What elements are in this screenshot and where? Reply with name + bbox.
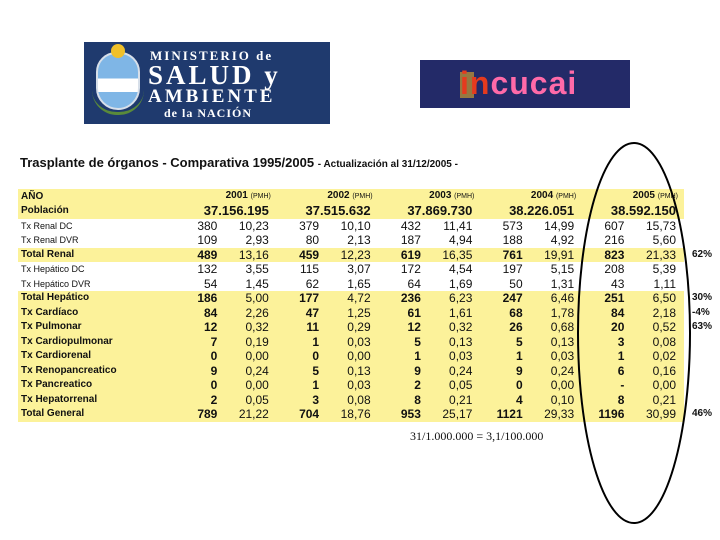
population-value: 37.869.730 bbox=[379, 204, 481, 219]
pct-total-general: 46% bbox=[692, 408, 713, 419]
pmh-rate-cell: 0,03 bbox=[321, 378, 379, 393]
pmh-rate-cell: 5,39 bbox=[652, 262, 676, 277]
tx-count-cell: 186 bbox=[175, 291, 219, 306]
tx-count-cell: 26 bbox=[480, 320, 524, 335]
pmh-rate-cell: 1,11 bbox=[653, 276, 676, 291]
logo-line-2: SALUD y bbox=[148, 60, 281, 90]
pmh-rate-cell: 1,78 bbox=[525, 306, 583, 321]
rate-formula: 31/1.000.000 = 3,1/100.000 bbox=[410, 429, 544, 443]
row-label: Total Renal bbox=[18, 248, 175, 263]
tx-count-cell: 109 bbox=[197, 233, 218, 248]
tx-count-cell: 64 bbox=[407, 276, 421, 291]
tx-count-cell: 607 bbox=[604, 218, 625, 233]
year-label: 2002 bbox=[327, 190, 350, 201]
row-label: Tx Renal DC bbox=[21, 220, 73, 231]
tx-count-cell: 12 bbox=[379, 320, 423, 335]
tx-count-cell: 2 bbox=[175, 393, 219, 408]
pmh-rate-cell: 0,05 bbox=[423, 378, 481, 393]
tx-count-cell: 43 bbox=[611, 276, 625, 291]
population-value: 37.156.195 bbox=[175, 204, 277, 219]
tx-count-cell: 7 bbox=[175, 335, 219, 350]
row-label: Tx Renopancreatico bbox=[18, 364, 175, 379]
pmh-rate-cell: 14,99 bbox=[544, 218, 575, 233]
tx-count-cell: 47 bbox=[277, 306, 321, 321]
pmh-rate-cell: 0,00 bbox=[219, 349, 277, 364]
row-label: Total General bbox=[18, 407, 175, 422]
tx-count-cell: 432 bbox=[400, 218, 421, 233]
pmh-rate-cell: 0,08 bbox=[321, 393, 379, 408]
tx-count-cell: 1 bbox=[277, 335, 321, 350]
pmh-rate-cell: 1,25 bbox=[321, 306, 379, 321]
tx-count-cell: 0 bbox=[277, 349, 321, 364]
tx-count-cell: 3 bbox=[582, 335, 626, 350]
tx-count-cell: 6 bbox=[582, 364, 626, 379]
year-label: 2003 bbox=[429, 190, 452, 201]
row-label: Tx Renal DVR bbox=[21, 235, 79, 246]
tx-count-cell: 619 bbox=[379, 248, 423, 263]
unit-label: (PMH) bbox=[657, 193, 678, 200]
tx-count-cell: 61 bbox=[379, 306, 423, 321]
pmh-rate-cell: 1,61 bbox=[423, 306, 481, 321]
pmh-rate-cell: 0,24 bbox=[423, 364, 481, 379]
pmh-rate-cell: 0,00 bbox=[321, 349, 379, 364]
pmh-rate-cell: 1,45 bbox=[245, 276, 269, 291]
row-label: Tx Cardíaco bbox=[18, 306, 175, 321]
tx-count-cell: 789 bbox=[175, 407, 219, 422]
pmh-rate-cell: 2,18 bbox=[626, 306, 684, 321]
table-subtitle: - Actualización al 31/12/2005 - bbox=[317, 159, 458, 170]
header-label: AÑO bbox=[18, 189, 175, 204]
unit-label: (PMH) bbox=[555, 193, 577, 200]
pmh-rate-cell: 1,65 bbox=[347, 276, 371, 291]
population-value: 38.592.150 bbox=[582, 204, 684, 219]
tx-count-cell: 9 bbox=[175, 364, 219, 379]
pmh-rate-cell: 5,00 bbox=[219, 291, 277, 306]
pct-total-hepatico: 30% bbox=[692, 292, 713, 303]
pmh-rate-cell: 0,32 bbox=[423, 320, 481, 335]
pmh-rate-cell: 15,73 bbox=[645, 218, 676, 233]
tx-count-cell: 5 bbox=[277, 364, 321, 379]
year-label: 2005 bbox=[632, 190, 655, 201]
tx-count-cell: 9 bbox=[480, 364, 524, 379]
unit-label: (PMH) bbox=[454, 193, 475, 200]
tx-count-cell: 12 bbox=[175, 320, 219, 335]
logo-line-1: MINISTERIO de bbox=[150, 48, 274, 63]
logo-line-4: de la NACIÓN bbox=[164, 106, 253, 120]
pmh-rate-cell: 10,10 bbox=[340, 218, 371, 233]
tx-count-cell: 251 bbox=[582, 291, 626, 306]
pmh-rate-cell: 0,32 bbox=[219, 320, 277, 335]
tx-count-cell: 50 bbox=[509, 276, 523, 291]
tx-count-cell: 380 bbox=[197, 218, 218, 233]
pmh-rate-cell: 12,23 bbox=[321, 248, 379, 263]
pmh-rate-cell: 16,35 bbox=[423, 248, 481, 263]
pmh-rate-cell: 0,52 bbox=[626, 320, 684, 335]
pmh-rate-cell: 2,93 bbox=[245, 233, 269, 248]
pmh-rate-cell: 1,69 bbox=[449, 276, 473, 291]
row-label: Tx Cardiorenal bbox=[18, 349, 175, 364]
tx-count-cell: 5 bbox=[480, 335, 524, 350]
pmh-rate-cell: 0,13 bbox=[321, 364, 379, 379]
pct-pulmonar: 63% bbox=[692, 321, 713, 332]
unit-label: (PMH) bbox=[352, 193, 373, 200]
pmh-rate-cell: 0,29 bbox=[321, 320, 379, 335]
pmh-rate-cell: 0,00 bbox=[219, 378, 277, 393]
pmh-rate-cell: 0,10 bbox=[525, 393, 583, 408]
pmh-rate-cell: 4,92 bbox=[550, 233, 575, 248]
row-label: Tx Hepático DVR bbox=[21, 278, 91, 289]
tx-count-cell: 208 bbox=[604, 262, 625, 277]
pmh-rate-cell: 18,76 bbox=[321, 407, 379, 422]
pmh-rate-cell: 0,00 bbox=[525, 378, 583, 393]
tx-count-cell: 1 bbox=[480, 349, 524, 364]
pmh-rate-cell: 0,03 bbox=[321, 335, 379, 350]
pmh-rate-cell: 0,13 bbox=[423, 335, 481, 350]
tx-count-cell: 459 bbox=[277, 248, 321, 263]
year-label: 2004 bbox=[530, 190, 554, 201]
tx-count-cell: 172 bbox=[400, 262, 421, 277]
row-label: Total Hepático bbox=[18, 291, 175, 306]
population-label: Población bbox=[18, 204, 175, 219]
pmh-rate-cell: 0,16 bbox=[626, 364, 684, 379]
tx-count-cell: 20 bbox=[582, 320, 626, 335]
table-title: Trasplante de órganos - Comparativa 1995/2005 - Actualización al 31/12/2005 - bbox=[20, 155, 458, 170]
pmh-rate-cell: 0,08 bbox=[626, 335, 684, 350]
tx-count-cell: 177 bbox=[277, 291, 321, 306]
pmh-rate-cell: 25,17 bbox=[423, 407, 481, 422]
year-label: 2001 bbox=[225, 190, 248, 201]
tx-count-cell: 8 bbox=[379, 393, 423, 408]
tx-count-cell: 247 bbox=[480, 291, 524, 306]
tx-count-cell: 1 bbox=[582, 349, 626, 364]
pmh-rate-cell: 21,33 bbox=[626, 248, 684, 263]
tx-count-cell: 84 bbox=[175, 306, 219, 321]
tx-count-cell: 132 bbox=[197, 262, 218, 277]
tx-count-cell: 823 bbox=[582, 248, 626, 263]
tx-count-cell: 0 bbox=[480, 378, 524, 393]
tx-count-cell: 573 bbox=[502, 218, 523, 233]
pmh-rate-cell: 6,46 bbox=[525, 291, 583, 306]
pmh-rate-cell: 6,50 bbox=[626, 291, 684, 306]
tx-count-cell: 68 bbox=[480, 306, 524, 321]
pct-total-renal: 62% bbox=[692, 249, 713, 260]
pmh-rate-cell: 0,24 bbox=[525, 364, 583, 379]
pmh-rate-cell: 1,31 bbox=[550, 276, 575, 291]
pmh-rate-cell: 19,91 bbox=[525, 248, 583, 263]
tx-count-cell: 216 bbox=[604, 233, 625, 248]
pmh-rate-cell: 4,54 bbox=[449, 262, 473, 277]
pmh-rate-cell: 0,19 bbox=[219, 335, 277, 350]
pmh-rate-cell: 11,41 bbox=[443, 218, 473, 233]
pmh-rate-cell: 29,33 bbox=[525, 407, 583, 422]
row-label: Tx Hepatorrenal bbox=[18, 393, 175, 408]
logo-line-3: AMBIENTE bbox=[148, 86, 276, 107]
pmh-rate-cell: 5,15 bbox=[550, 262, 575, 277]
pmh-rate-cell: 2,26 bbox=[219, 306, 277, 321]
row-label: Tx Hepático DC bbox=[21, 264, 85, 275]
tx-count-cell: 1196 bbox=[582, 407, 626, 422]
pmh-rate-cell: 0,02 bbox=[626, 349, 684, 364]
tx-count-cell: 4 bbox=[480, 393, 524, 408]
pmh-rate-cell: 3,07 bbox=[347, 262, 371, 277]
tx-count-cell: 188 bbox=[502, 233, 523, 248]
unit-label: (PMH) bbox=[250, 193, 271, 200]
ellipse-outline bbox=[578, 143, 690, 523]
tx-count-cell: 11 bbox=[277, 320, 321, 335]
pmh-rate-cell: 6,23 bbox=[423, 291, 481, 306]
tx-count-cell: - bbox=[582, 378, 626, 393]
tx-count-cell: 1 bbox=[379, 349, 423, 364]
tx-count-cell: 0 bbox=[175, 378, 219, 393]
pmh-rate-cell: 10,23 bbox=[238, 218, 269, 233]
population-value: 37.515.632 bbox=[277, 204, 379, 219]
pmh-rate-cell: 0,24 bbox=[219, 364, 277, 379]
tx-count-cell: 2 bbox=[379, 378, 423, 393]
incucai-logo-text: incucai bbox=[460, 65, 578, 101]
pmh-rate-cell: 21,22 bbox=[219, 407, 277, 422]
tx-count-cell: 761 bbox=[480, 248, 524, 263]
pmh-rate-cell: 0,03 bbox=[423, 349, 481, 364]
tx-count-cell: 80 bbox=[305, 233, 320, 248]
tx-count-cell: 84 bbox=[582, 306, 626, 321]
row-label: Tx Pancreatico bbox=[18, 378, 175, 393]
pmh-rate-cell: 0,00 bbox=[626, 378, 684, 393]
tx-count-cell: 187 bbox=[400, 233, 421, 248]
row-label: Tx Cardiopulmonar bbox=[18, 335, 175, 350]
pmh-rate-cell: 0,13 bbox=[525, 335, 583, 350]
row-label: Tx Pulmonar bbox=[18, 320, 175, 335]
pmh-rate-cell: 0,68 bbox=[525, 320, 583, 335]
tx-count-cell: 8 bbox=[582, 393, 626, 408]
population-value: 38.226.051 bbox=[480, 204, 582, 219]
tx-count-cell: 953 bbox=[379, 407, 423, 422]
pmh-rate-cell: 13,16 bbox=[219, 248, 277, 263]
tx-count-cell: 0 bbox=[175, 349, 219, 364]
pct-cardiaco: -4% bbox=[692, 307, 710, 318]
tx-count-cell: 197 bbox=[502, 262, 523, 277]
tx-count-cell: 1121 bbox=[480, 407, 524, 422]
tx-count-cell: 5 bbox=[379, 335, 423, 350]
tx-count-cell: 379 bbox=[299, 218, 320, 233]
pmh-rate-cell: 30,99 bbox=[626, 407, 684, 422]
pmh-rate-cell: 3,55 bbox=[245, 262, 269, 277]
pmh-rate-cell: 0,03 bbox=[525, 349, 583, 364]
tx-count-cell: 1 bbox=[277, 378, 321, 393]
tx-count-cell: 54 bbox=[203, 276, 218, 291]
tx-count-cell: 236 bbox=[379, 291, 423, 306]
tx-count-cell: 704 bbox=[277, 407, 321, 422]
pmh-rate-cell: 0,21 bbox=[423, 393, 481, 408]
tx-count-cell: 115 bbox=[299, 262, 320, 277]
tx-count-cell: 9 bbox=[379, 364, 423, 379]
pmh-rate-cell: 0,05 bbox=[219, 393, 277, 408]
pmh-rate-cell: 4,94 bbox=[449, 233, 473, 248]
tx-count-cell: 62 bbox=[305, 276, 320, 291]
pmh-rate-cell: 4,72 bbox=[321, 291, 379, 306]
tx-count-cell: 489 bbox=[175, 248, 219, 263]
pmh-rate-cell: 0,21 bbox=[626, 393, 684, 408]
pmh-rate-cell: 2,13 bbox=[347, 233, 371, 248]
tx-count-cell: 3 bbox=[277, 393, 321, 408]
pmh-rate-cell: 5,60 bbox=[652, 233, 676, 248]
